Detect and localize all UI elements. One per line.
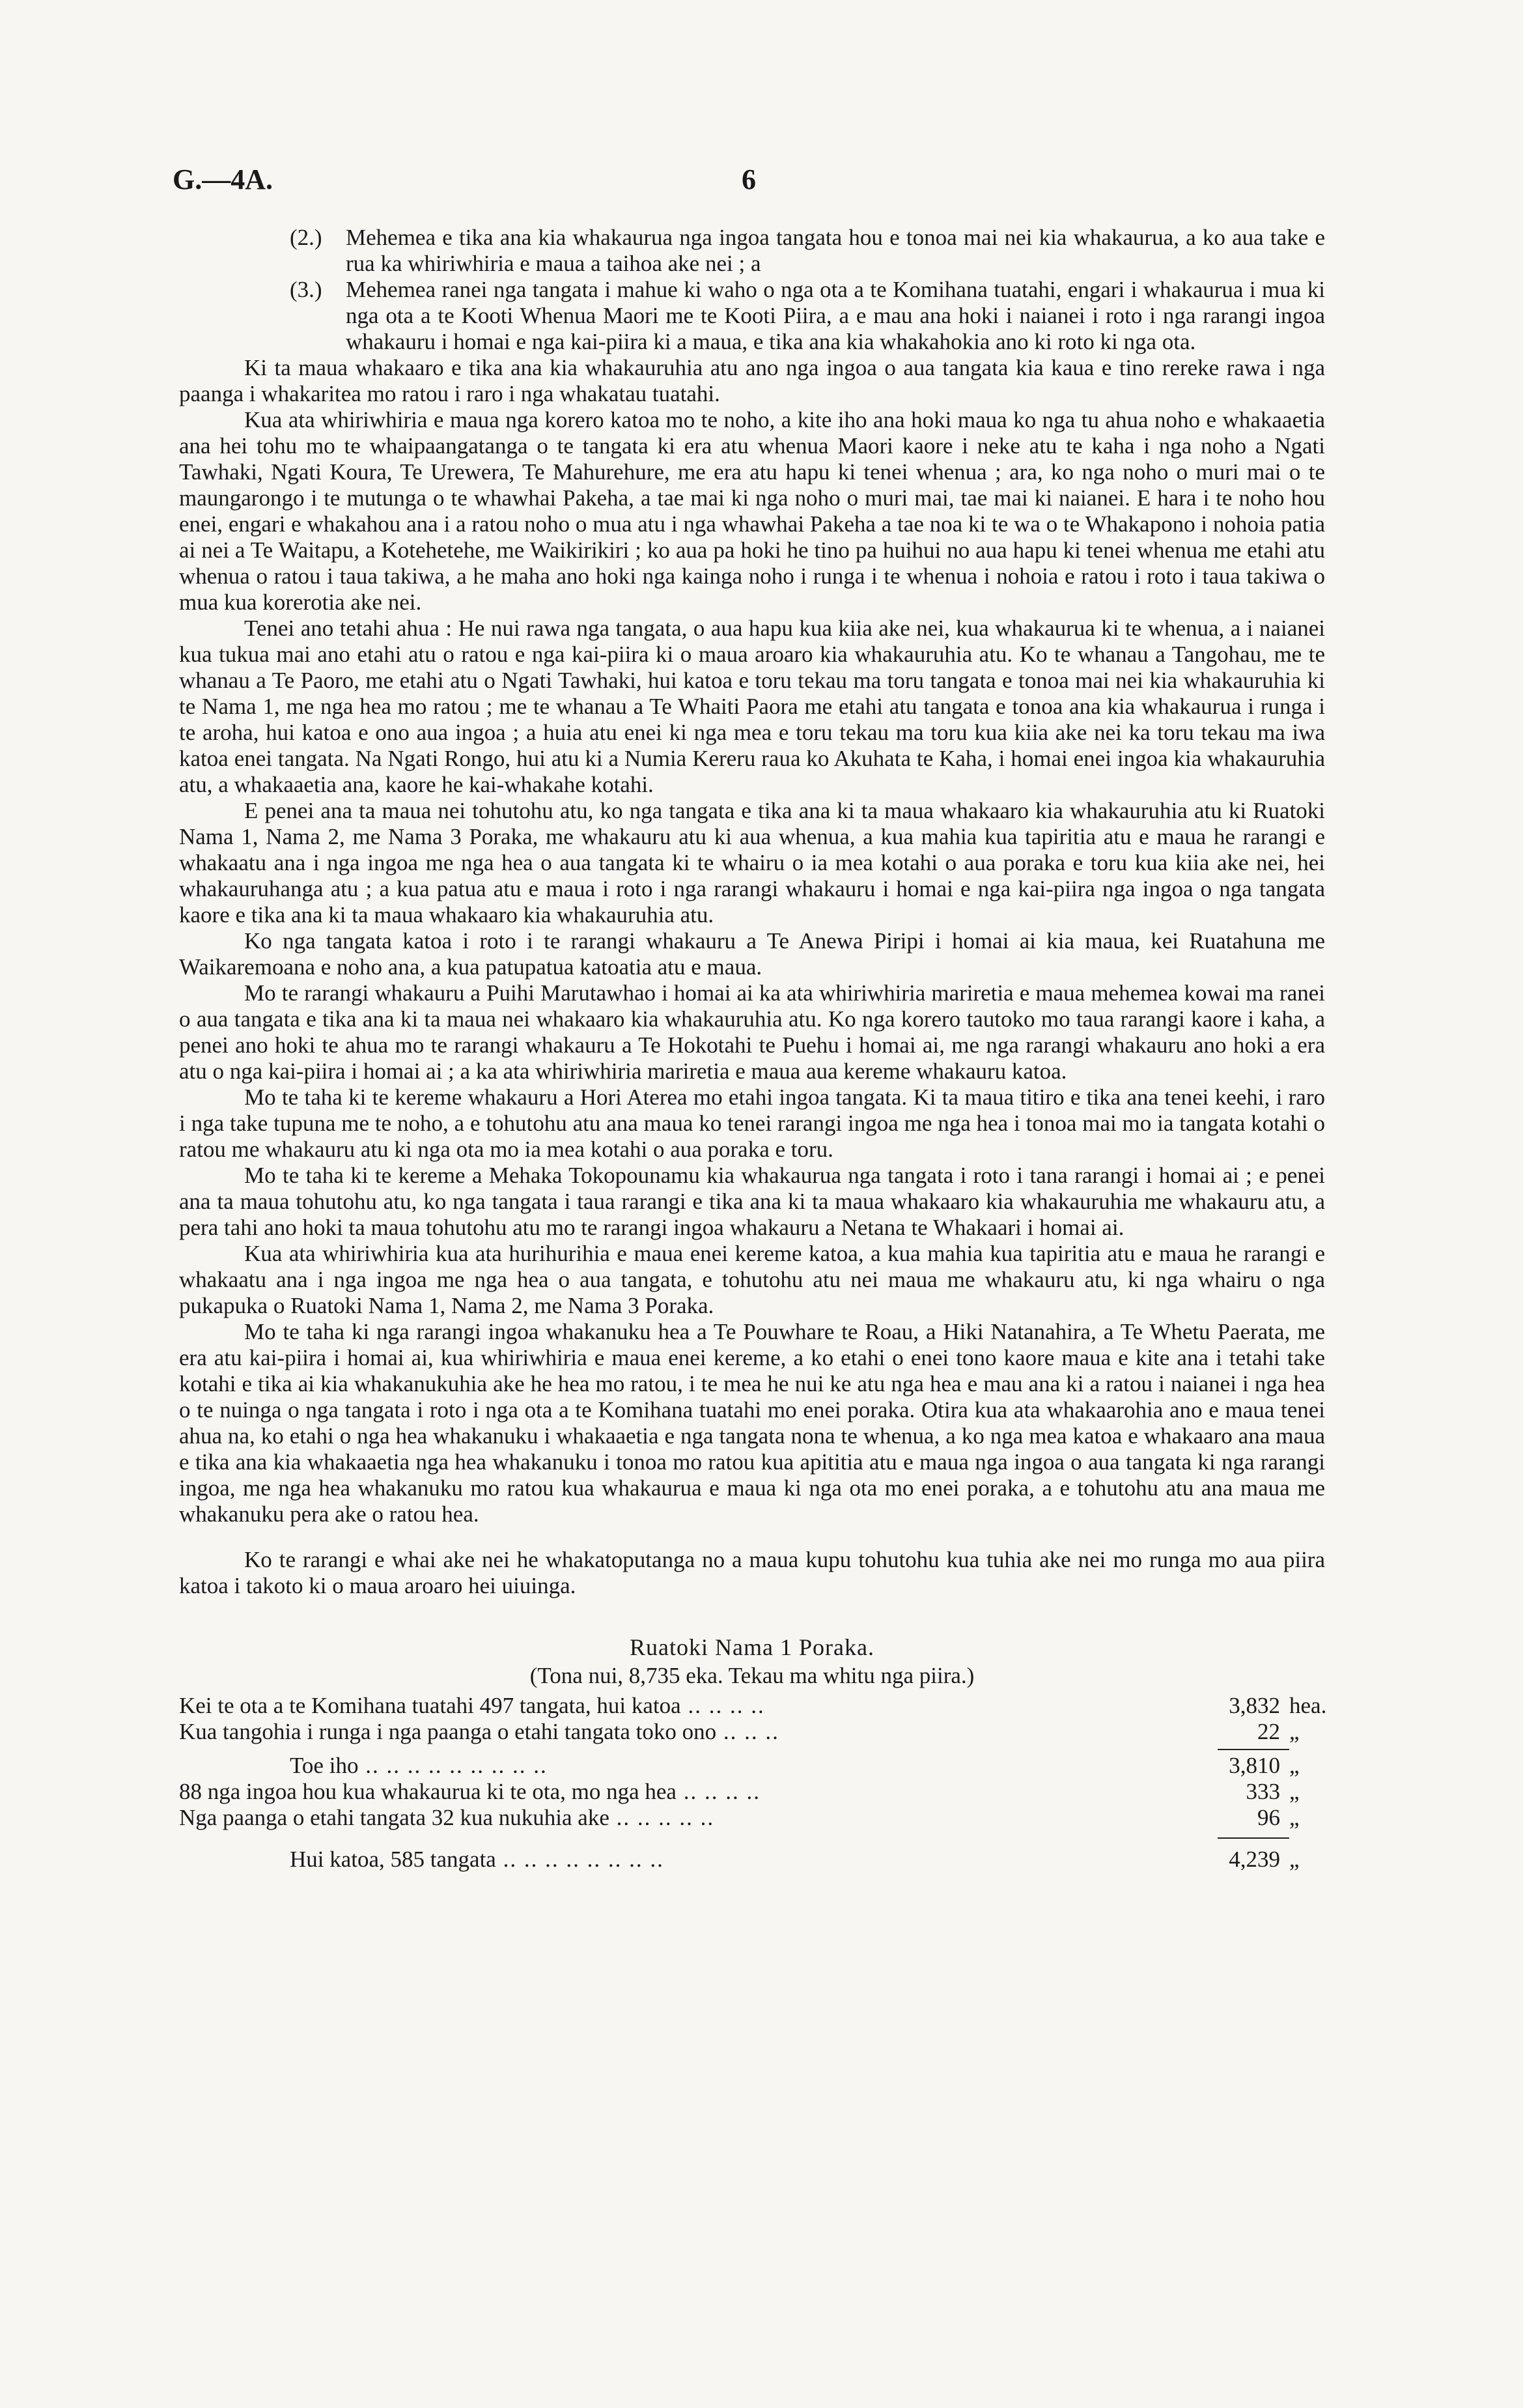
row-unit: „ <box>1289 1779 1300 1804</box>
row-value: 4,239 <box>1229 1847 1280 1872</box>
row-label: Toe iho <box>290 1753 359 1778</box>
item-text: Mehemea ranei nga tangata i mahue ki waho o nga ota a te Komihana tuatahi, engari i whakaurua i mua ki nga ota a te Kooti Whenua Maori me te Kooti Piira, a e mau ana hoki i naianei i roto i nga rarangi ingoa whakauru i homai e nga kai-piira ki a maua, e tika ana kia whakahokia ano ki roto ki nga ota. <box>346 277 1325 354</box>
subtotal-rule <box>1218 1749 1289 1750</box>
summary-row <box>179 1805 1325 1831</box>
summary-row-total <box>179 1847 1325 1873</box>
leader-dots: .. .. .. .. .. .. .. .. <box>496 1847 664 1872</box>
page-header <box>173 163 1325 202</box>
section-subtitle: (Tona nui, 8,735 eka. Tekau ma whitu nga piira.) <box>529 1663 975 1688</box>
row-label: Kua tangohia i runga i nga paanga o etahi tangata toko ono <box>179 1719 717 1744</box>
summary-row <box>179 1753 1325 1779</box>
leader-dots: .. .. .. .. <box>676 1779 761 1804</box>
item-text: Mehemea e tika ana kia whakaurua nga ingoa tangata hou e tonoa mai nei kia whakaurua, a ko aua take e rua ka whiriwhiria e maua a taihoa ake nei ; a <box>346 225 1325 276</box>
row-unit: „ <box>1289 1719 1300 1744</box>
summary-row <box>179 1693 1325 1719</box>
section-title: Ruatoki Nama 1 Poraka. <box>630 1634 874 1660</box>
row-value: 96 <box>1257 1805 1280 1830</box>
paragraph: Tenei ano tetahi ahua : He nui rawa nga tangata, o aua hapu kua kiia ake nei, kua whakaurua ki te whenua, a i naianei kua tukua mai ano etahi atu o ratou e nga kai-piira ki o maua aroaro kia whakauruhia atu. Ko te whanau a Tangohau, me te whanau a Te Paoro, me etahi atu o Ngati Tawhaki, hui katoa e toru tekau ma toru tangata e tonoa mai nei kia whakauruhia ki te Nama 1, me nga hea mo ratou ; me te whanau a Te Whaiti Paora me etahi atu tangata e tonoa ana kia whakaurua i runga i te aroha, hui katoa e ono aua ingoa ; a huia atu enei ki nga mea e toru tekau ma toru kua kiia ake nei ka toru tekau ma iwa katoa enei tangata. Na Ngati Rongo, hui atu ki a Numia Kereru raua ko Akuhata te Kaha, i homai enei ingoa kia whakauruhia atu, a whakaaetia ana, kaore he kai-whakahe kotahi. <box>179 616 1325 797</box>
paragraph: Ko nga tangata katoa i roto i te rarangi whakauru a Te Anewa Piripi i homai ai kia maua, kei Ruatahuna me Waikaremoana e noho ana, a kua patupatua katoatia atu e maua. <box>179 928 1325 980</box>
item-number: (3.) <box>290 277 322 302</box>
leader-dots: .. .. .. .. .. <box>609 1805 715 1830</box>
paragraph: E penei ana ta maua nei tohutohu atu, ko nga tangata e tika ana ki ta maua whakaaro kia whakauruhia atu ki Ruatoki Nama 1, Nama 2, me Nama 3 Poraka, me whakauru atu ki aua whenua, a kua mahia kua tapiritia atu e maua he rarangi e whakaatu ana i nga ingoa me nga hea o aua tangata ki te whairu o ia mea kotahi o aua poraka e toru kua kiia ake nei, hei whakauruhanga atu ; a kua patua atu e maua i roto i nga rarangi whakauru i homai e nga kai-piira nga ingoa o nga tangata kaore e tika ana ki ta maua whakaaro kia whakauruhia atu. <box>179 798 1325 928</box>
row-label: Nga paanga o etahi tangata 32 kua nukuhia ake <box>179 1805 609 1830</box>
row-value: 3,810 <box>1229 1753 1280 1778</box>
row-value: 3,832 <box>1229 1693 1280 1718</box>
row-unit: „ <box>1289 1805 1300 1830</box>
paragraph: Ki ta maua whakaaro e tika ana kia whakauruhia atu ano nga ingoa o aua tangata kia kaua e tino rereke rawa i nga paanga i whakaritea mo ratou i raro i nga whakatau tuatahi. <box>179 355 1325 406</box>
paragraph: Ko te rarangi e whai ake nei he whakatoputanga no a maua kupu tohutohu kua tuhia ake nei mo runga mo aua piira katoa i takoto ki o maua aroaro hei uiuinga. <box>179 1547 1325 1598</box>
paragraph: Kua ata whiriwhiria e maua nga korero katoa mo te noho, a kite iho ana hoki maua ko nga tu ahua noho e whakaaetia ana hei tohu mo te whaipaangatanga o te tangata ki era atu whenua Maori kaore i neke atu te kaha i nga noho a Ngati Tawhaki, Ngati Koura, Te Urewera, Te Mahurehure, me era atu hapu ki tenei whenua ; ara, ko nga noho o muri mai o te maungarongo i te mutunga o te whawhai Pakeha, a tae mai ki nga noho o muri mai, tae mai ki naianei. E hara i te noho hou enei, engari e whakahou ana i a ratou noho o mua atu i nga whawhai Pakeha a tae noa ki te wa o te Whakapono i nohoia patia ai nei a Te Waitapu, a Kotehetehe, me Waikirikiri ; ko aua pa hoki he tino pa huihui no aua hapu ki tenei whenua me etahi atu whenua o ratou i taua takiwa, a he maha ano hoki nga kainga noho i runga i te whenua i nohoia e ratou i roto i taua takiwa o mua kua korerotia ake nei. <box>179 407 1325 615</box>
page-number: 6 <box>742 163 756 195</box>
row-value: 333 <box>1246 1779 1280 1804</box>
row-label: Hui katoa, 585 tangata <box>290 1847 496 1872</box>
numbered-item <box>290 277 1325 355</box>
paragraph: Mo te rarangi whakauru a Puihi Marutawhao i homai ai ka ata whiriwhiria marіretia e maua mehemea kowai ma ranei o aua tangata e tika ana ki ta maua nei whakaaro kia whakauruhia atu. Ko nga korero tautoko mo taua rarangi kaore i kaha, a penei ano hoki te ahua mo te rarangi whakauru a Te Hokotahi te Puehu i homai ai, me nga rarangi whakauru ano hoki a era atu o nga kai-piira i homai ai ; a ka ata whiriwhiria mariretia e maua aua kereme whakauru katoa. <box>179 980 1325 1084</box>
summary-row <box>179 1779 1325 1805</box>
row-value: 22 <box>1257 1719 1280 1744</box>
row-label: Kei te ota a te Komihana tuatahi 497 tangata, hui katoa <box>179 1693 681 1718</box>
row-label: 88 nga ingoa hou kua whakaurua ki te ota, mo nga hea <box>179 1779 677 1804</box>
paragraph: Mo te taha ki te kereme whakauru a Hori Aterea mo etahi ingoa tangata. Ki ta maua titiro e tika ana tenei keehi, i raro i nga take tupuna me te noho, a e tohutohu atu ana maua ko tenei rarangi ingoa me nga hea i tonoa mai mo ia tangata kotahi o ratou me whakauru atu ki nga ota mo ia mea kotahi o aua poraka e toru. <box>179 1084 1325 1162</box>
paragraph: Mo te taha ki te kereme a Mehaka Tokopounamu kia whakaurua nga tangata i roto i tana rarangi i homai ai ; e penei ana ta maua tohutohu atu, ko nga tangata i taua rarangi e tika ana ki ta maua whakaaro kia whakauruhia me whakauru atu, a pera tahi ano hoki ta maua tohutohu atu mo te rarangi ingoa whakauru a Netana te Whakaari i homai ai. <box>179 1163 1325 1240</box>
item-number: (2.) <box>290 225 322 250</box>
row-unit: „ <box>1289 1847 1300 1872</box>
document-reference: G.—4A. <box>173 163 273 195</box>
leader-dots: .. .. .. .. <box>680 1693 765 1718</box>
row-unit: „ <box>1289 1753 1300 1778</box>
paragraph: Kua ata whiriwhiria kua ata hurihurihia e maua enei kereme katoa, a kua mahia kua tapiritia atu e maua he rarangi e whakaatu ana i nga ingoa me nga hea o aua tangata, e tohutohu atu nei maua me whakauru atu, ki nga whairu o nga pukapuka o Ruatoki Nama 1, Nama 2, me Nama 3 Poraka. <box>179 1241 1325 1318</box>
paragraph: Mo te taha ki nga rarangi ingoa whakanuku hea a Te Pouwhare te Roau, a Hiki Natanahira, a Te Whetu Paerata, me era atu kai-piira i homai ai, kua whiriwhiria e maua enei kereme, a ko etahi o enei tono kaore maua e kite ana i tetahi take kotahi e tika ai kia whakanukuhia ake he hea mo ratou, i te mea he nui ke atu nga hea e mau ana ki a ratou i naianei i nga hea o te nuinga o nga tangata i roto i nga ota a te Komihana tuatahi mo enei poraka. Otira kua ata whakaarohia ano e maua tenei ahua na, ko etahi o nga hea whakanuku i whakaaetia e nga tangata nona te whenua, a ko nga mea katoa e whakaaro ana maua e tika ana kia whakaaetia nga hea whakanuku i tonoa mo ratou kua apititia atu e maua nga ingoa o aua tangata ki nga rarangi ingoa, me nga hea whakanuku mo ratou kua whakaurua e maua ki nga ota mo enei poraka, a e tohutohu atu ana maua me whakanuku pera ake o ratou hea. <box>179 1319 1325 1527</box>
summary-row <box>179 1719 1325 1745</box>
document-body <box>179 225 1325 1873</box>
leader-dots: .. .. .. .. .. .. .. .. .. <box>358 1753 548 1778</box>
numbered-item <box>290 225 1325 277</box>
total-rule <box>1218 1837 1289 1839</box>
leader-dots: .. .. .. <box>716 1719 779 1744</box>
block-summary <box>179 1633 1325 1873</box>
row-unit: hea. <box>1289 1693 1327 1718</box>
